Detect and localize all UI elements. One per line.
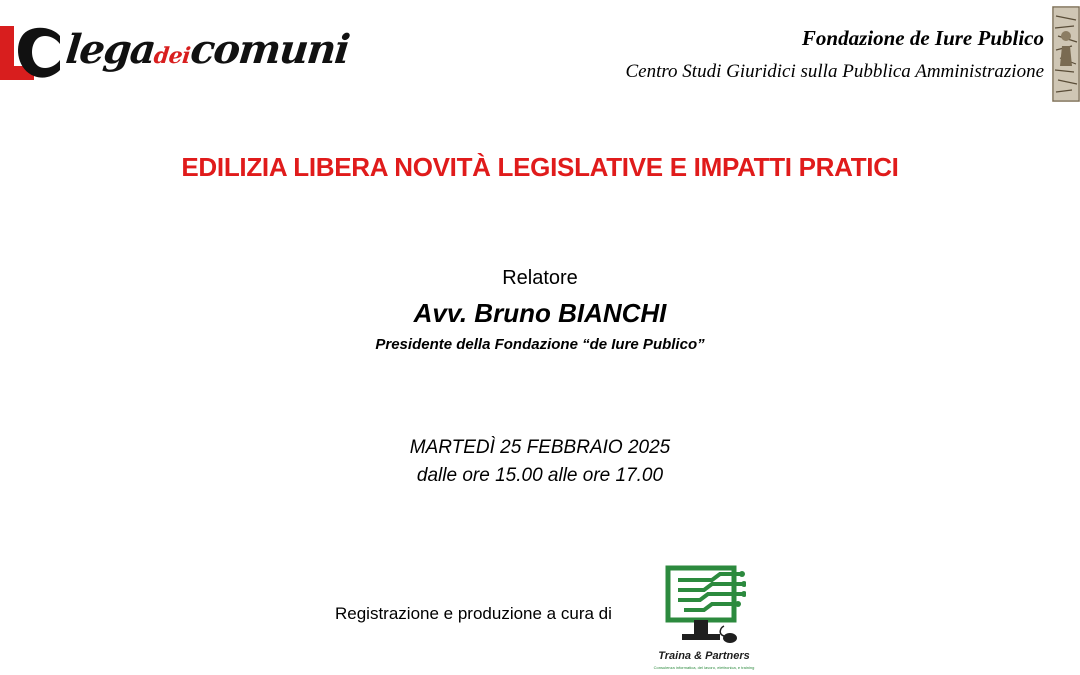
lega-dei-comuni-logo [0,22,360,92]
speaker-role: Presidente della Fondazione “de Iure Publico” [375,336,705,353]
event-title: EDILIZIA LIBERA NOVITÀ LEGISLATIVE E IMPATTI PRATICI [181,152,899,182]
partner-name: Traina & Partners [658,650,750,662]
event-time: dalle ore 15.00 alle ore 17.00 [416,465,664,486]
speaker-name: Avv. Bruno BIANCHI [413,298,667,328]
registration-text: Registrazione e produzione a cura di [335,604,612,623]
logo-wordmark: legadeicomuni [63,26,351,73]
foundation-name: Fondazione de Iure Publico [801,26,1044,50]
partner-tagline: Consulenza informatica, del lavoro, elettronica, e training [653,665,755,670]
foundation-heading [625,24,1044,86]
event-date: MARTEDÌ 25 FEBBRAIO 2025 [409,437,671,458]
event-schedule [0,434,1080,490]
computer-circuit-icon [664,564,746,648]
speaker-block [0,262,1080,356]
foundation-subtitle: Centro Studi Giuridici sulla Pubblica Amministrazione [625,61,1044,82]
speaker-label: Relatore [502,267,578,289]
engraving-image-icon [1052,6,1080,102]
traina-partners-logo [644,562,764,674]
lc-monogram-icon [0,22,62,84]
